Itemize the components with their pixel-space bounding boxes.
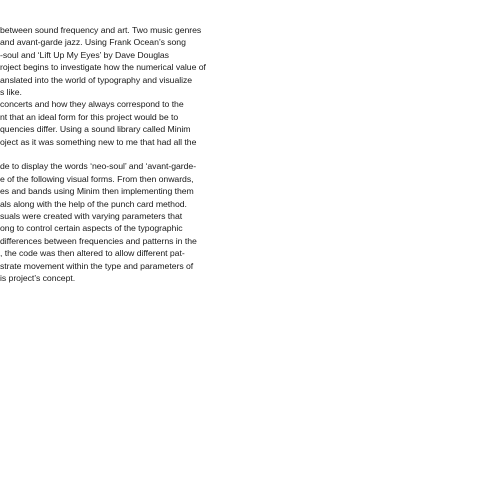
text-line: es and bands using Minim then implementing them [0,186,194,197]
text-line: between sound frequency and art. Two music genres [0,25,202,35]
text-line: suals were created with varying parameters that [0,211,183,222]
body-text-column [0,24,240,285]
text-line: and avant-garde jazz. Using Frank Ocean’s song [0,37,186,48]
body-paragraph-1 [0,24,240,148]
text-line: nt that an ideal form for this project would be to [0,111,179,122]
text-line: , the code was then altered to allow different pat- [0,248,185,259]
text-line: anslated into the world of typography and visualize [0,74,193,85]
text-line: -soul and ‘Lift Up My Eyes’ by Dave Douglas [0,49,169,60]
text-line: is project’s concept. [0,273,76,284]
text-line: oject as it was something new to me that had all the [0,136,197,147]
text-line: strate movement within the type and parameters of [0,260,194,271]
text-line: ong to control certain aspects of the typographic [0,223,183,234]
text-line: s like. [0,87,22,98]
body-paragraph-2 [0,160,240,284]
text-line: de to display the words ‘neo-soul’ and ‘avant-garde- [0,161,197,172]
text-line: e of the following visual forms. From then onwards, [0,173,194,184]
text-line: differences between frequencies and patterns in the [0,235,197,246]
text-line: quencies differ. Using a sound library called Minim [0,124,191,135]
text-line: concerts and how they always correspond to the [0,99,184,110]
text-line: roject begins to investigate how the numerical value of [0,62,206,73]
text-line: als along with the help of the punch card method. [0,198,187,209]
